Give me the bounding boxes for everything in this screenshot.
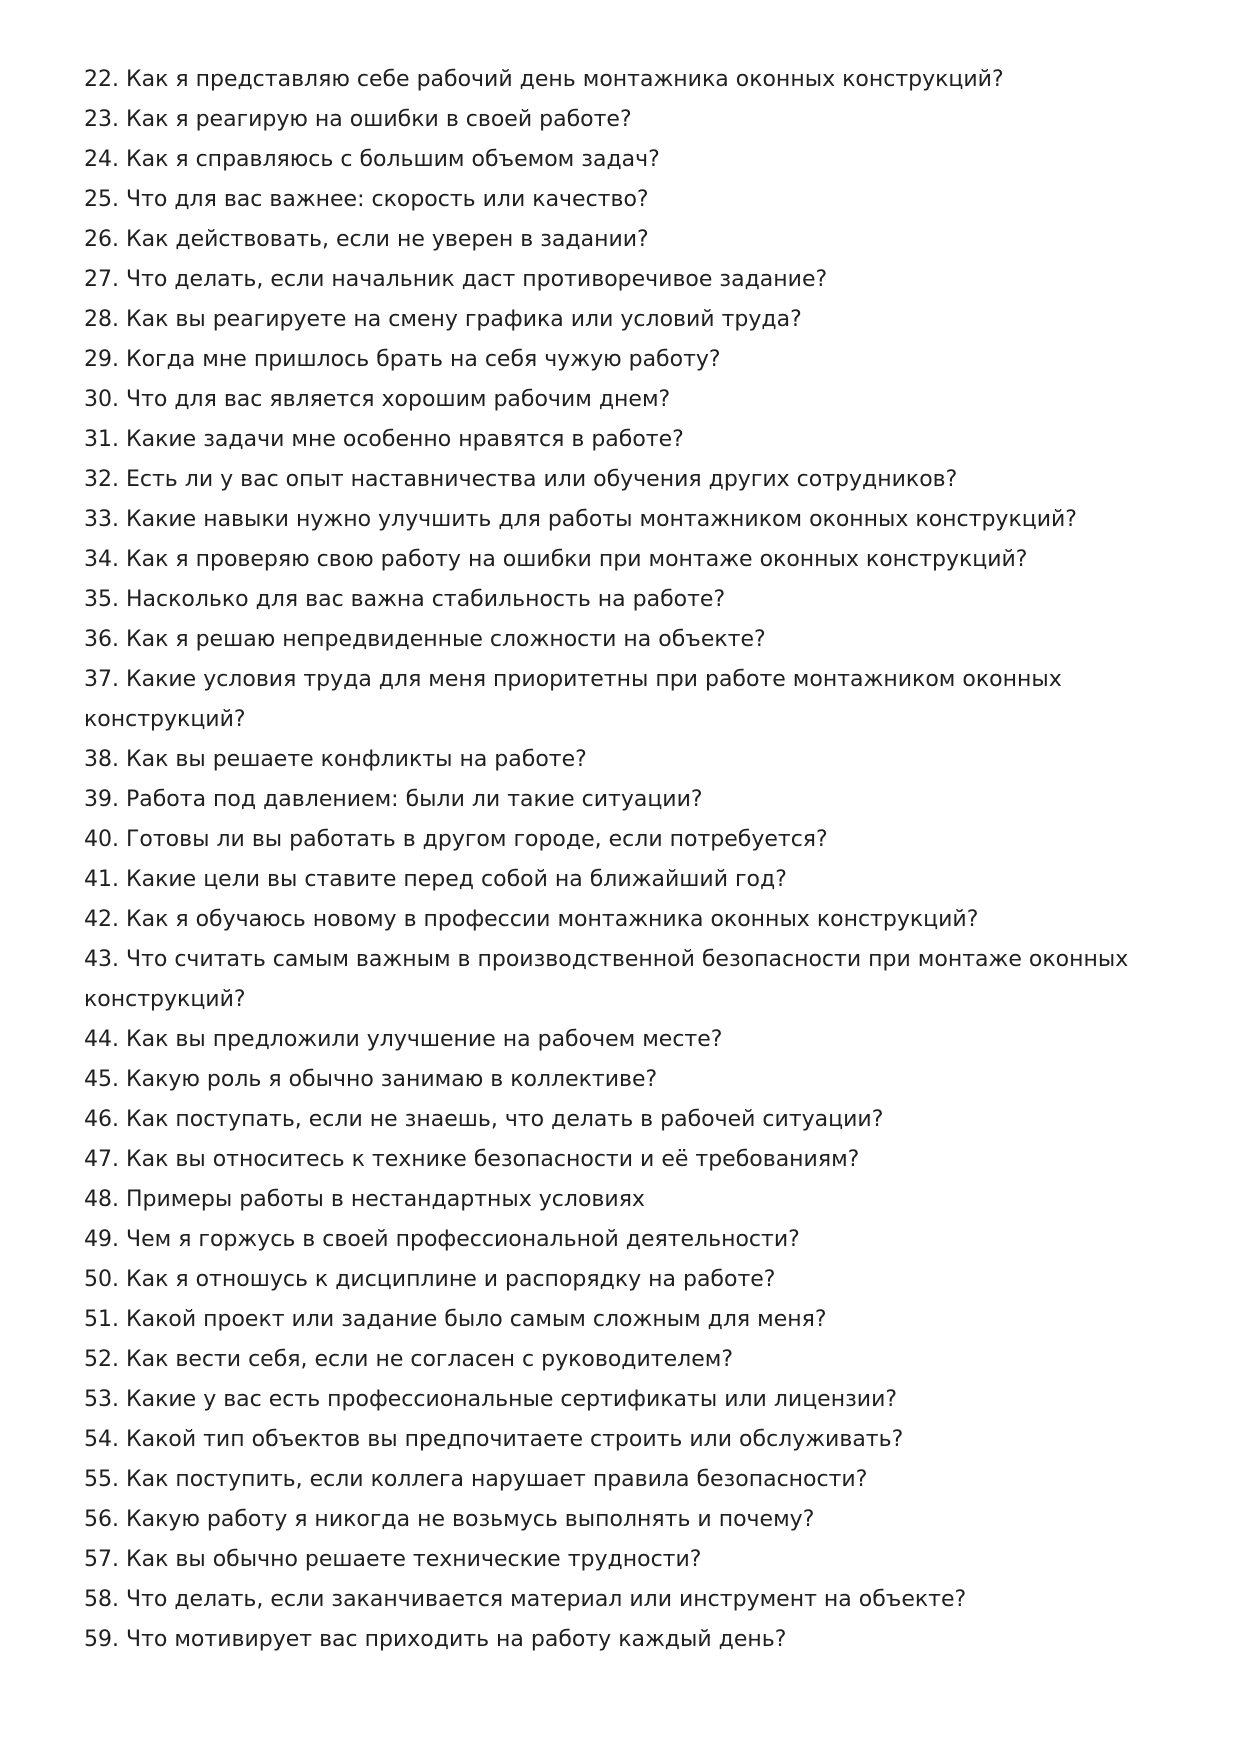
question-item: 47. Как вы относитесь к технике безопасности и её требованиям? [84,1147,860,1172]
question-item: 40. Готовы ли вы работать в другом городе, если потребуется? [84,827,828,852]
question-item: 56. Какую работу я никогда не возьмусь выполнять и почему? [84,1507,815,1532]
question-item: 52. Как вести себя, если не согласен с руководителем? [84,1347,734,1372]
question-item: 46. Как поступать, если не знаешь, что делать в рабочей ситуации? [84,1107,884,1132]
question-list [84,60,1154,1660]
question-item: 26. Как действовать, если не уверен в задании? [84,227,649,252]
question-item: 55. Как поступить, если коллега нарушает правила безопасности? [84,1467,868,1492]
question-item: 23. Как я реагирую на ошибки в своей работе? [84,107,632,132]
question-item: 43. Что считать самым важным в производственной безопасности при монтаже оконных конструкций? [84,947,1129,1012]
question-item: 45. Какую роль я обычно занимаю в коллективе? [84,1067,658,1092]
question-item: 28. Как вы реагируете на смену графика или условий труда? [84,307,802,332]
question-item: 37. Какие условия труда для меня приоритетны при работе монтажником оконных конструкций? [84,667,1062,732]
question-item: 34. Как я проверяю свою работу на ошибки при монтаже оконных конструкций? [84,547,1028,572]
question-item: 42. Как я обучаюсь новому в профессии монтажника оконных конструкций? [84,907,979,932]
question-item: 44. Как вы предложили улучшение на рабочем месте? [84,1027,723,1052]
question-item: 33. Какие навыки нужно улучшить для работы монтажником оконных конструкций? [84,507,1077,532]
question-item: 22. Как я представляю себе рабочий день монтажника оконных конструкций? [84,67,1004,92]
question-item: 48. Примеры работы в нестандартных условиях [84,1187,645,1212]
question-item: 58. Что делать, если заканчивается материал или инструмент на объекте? [84,1587,967,1612]
question-item: 50. Как я отношусь к дисциплине и распорядку на работе? [84,1267,776,1292]
question-item: 32. Есть ли у вас опыт наставничества или обучения других сотрудников? [84,467,958,492]
question-item: 25. Что для вас важнее: скорость или качество? [84,187,649,212]
question-item: 59. Что мотивирует вас приходить на работу каждый день? [84,1627,787,1652]
question-item: 35. Насколько для вас важна стабильность на работе? [84,587,726,612]
question-item: 57. Как вы обычно решаете технические трудности? [84,1547,702,1572]
question-item: 41. Какие цели вы ставите перед собой на ближайший год? [84,867,787,892]
question-item: 49. Чем я горжусь в своей профессиональной деятельности? [84,1227,800,1252]
question-item: 29. Когда мне пришлось брать на себя чужую работу? [84,347,721,372]
question-item: 38. Как вы решаете конфликты на работе? [84,747,587,772]
question-item: 27. Что делать, если начальник даст противоречивое задание? [84,267,828,292]
question-item: 53. Какие у вас есть профессиональные сертификаты или лицензии? [84,1387,898,1412]
question-item: 24. Как я справляюсь с большим объемом задач? [84,147,660,172]
question-item: 39. Работа под давлением: были ли такие ситуации? [84,787,703,812]
question-item: 54. Какой тип объектов вы предпочитаете строить или обслуживать? [84,1427,904,1452]
question-item: 30. Что для вас является хорошим рабочим днем? [84,387,671,412]
question-item: 31. Какие задачи мне особенно нравятся в работе? [84,427,684,452]
question-item: 36. Как я решаю непредвиденные сложности на объекте? [84,627,766,652]
question-item: 51. Какой проект или задание было самым сложным для меня? [84,1307,827,1332]
